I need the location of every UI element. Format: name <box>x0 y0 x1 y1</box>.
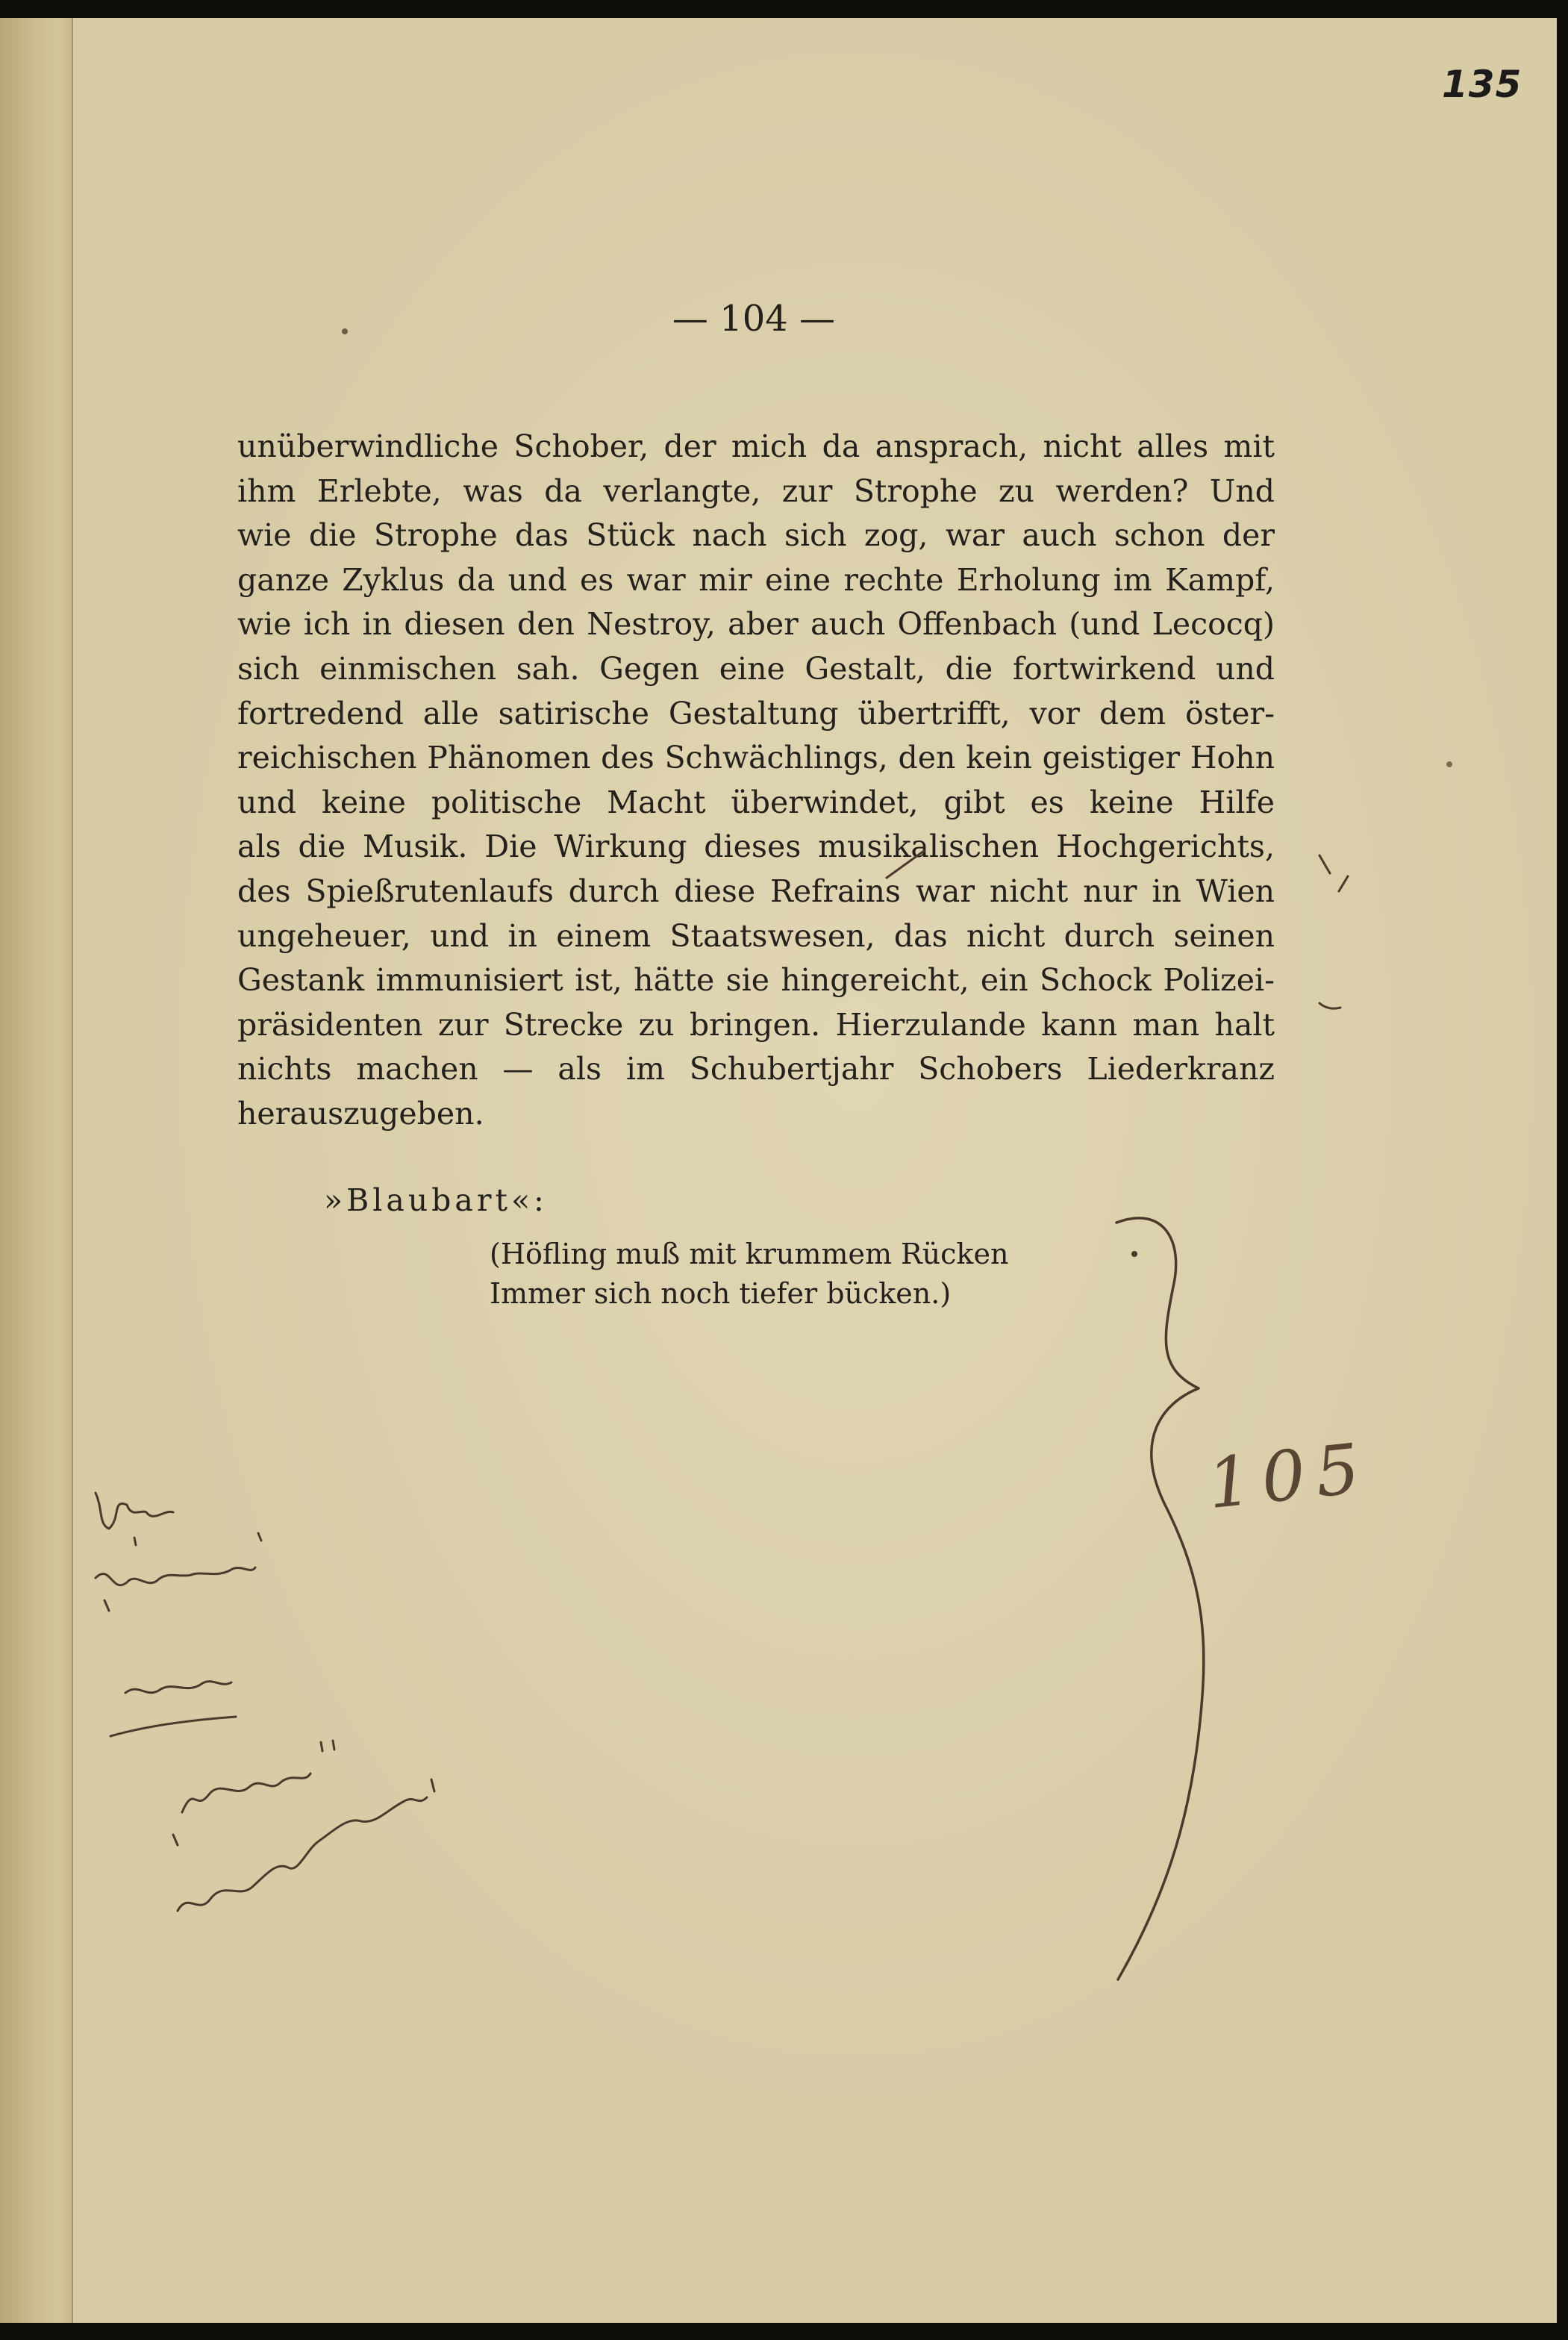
text-line: ihm Erlebte, was da verlangte, zur Strophe zu werden? Und <box>237 472 1275 509</box>
ink-speck <box>342 328 348 334</box>
text-line: Gestank immunisiert ist, hätte sie hingereicht, ein Schock Polizei- <box>237 962 1275 999</box>
text-line: fortredend alle satirische Gestaltung übertrifft, vor dem öster- <box>237 695 1275 731</box>
page-number: — 104 — <box>672 298 836 340</box>
ink-speck <box>1131 1251 1137 1257</box>
text-line: reichischen Phänomen des Schwächlings, den kein geistiger Hohn <box>237 740 1275 776</box>
margin-handwriting <box>96 1533 261 1611</box>
text-line: wie die Strophe das Stück nach sich zog, war auch schon der <box>237 517 1275 554</box>
handwritten-page-reference: 105 <box>1204 1427 1374 1525</box>
section-label: »Blaubart«: <box>324 1182 548 1218</box>
folio-number: 135 <box>1442 63 1522 106</box>
margin-slash-mark <box>1319 855 1330 873</box>
verse-line: (Höfling muß mit krummem Rücken <box>490 1238 1009 1270</box>
text-line: und keine politische Macht überwindet, gibt es keine Hilfe <box>237 784 1275 820</box>
text-line: des Spießrutenlaufs durch diese Refrains war nicht nur in Wien <box>237 873 1275 909</box>
book-page <box>0 18 1557 2323</box>
margin-handwriting <box>96 1493 173 1545</box>
text-line: sich einmischen sah. Gegen eine Gestalt, die fortwirkend und <box>237 650 1275 687</box>
margin-caret-mark <box>1319 1003 1340 1008</box>
text-line: wie ich in diesen den Nestroy, aber auch Offenbach (und Lecocq) <box>237 606 1275 643</box>
text-line: unüberwindliche Schober, der mich da ansprach, nicht alles mit <box>237 428 1275 464</box>
text-line: ganze Zyklus da und es war mir eine rechte Erholung im Kampf, <box>237 561 1275 598</box>
margin-handwriting <box>173 1779 434 1911</box>
insertion-slash-mark <box>887 851 924 878</box>
text-line: als die Musik. Die Wirkung dieses musikalischen Hochgerichts, <box>237 829 1275 865</box>
margin-handwriting <box>182 1741 334 1812</box>
curly-brace-mark <box>1116 1218 1204 1979</box>
text-line: nichts machen — als im Schubertjahr Schobers Liederkranz <box>237 1051 1275 1088</box>
margin-slash-mark <box>1339 876 1348 891</box>
margin-handwriting <box>110 1682 236 1736</box>
text-line: ungeheuer, und in einem Staatswesen, das nicht durch seinen <box>237 917 1275 954</box>
verse-line: Immer sich noch tiefer bücken.) <box>490 1277 952 1310</box>
text-line: präsidenten zur Strecke zu bringen. Hierzulande kann man halt <box>237 1006 1275 1043</box>
ink-speck <box>1446 761 1452 767</box>
handwritten-annotations <box>0 18 1557 2323</box>
text-line: herauszugeben. <box>237 1095 484 1132</box>
